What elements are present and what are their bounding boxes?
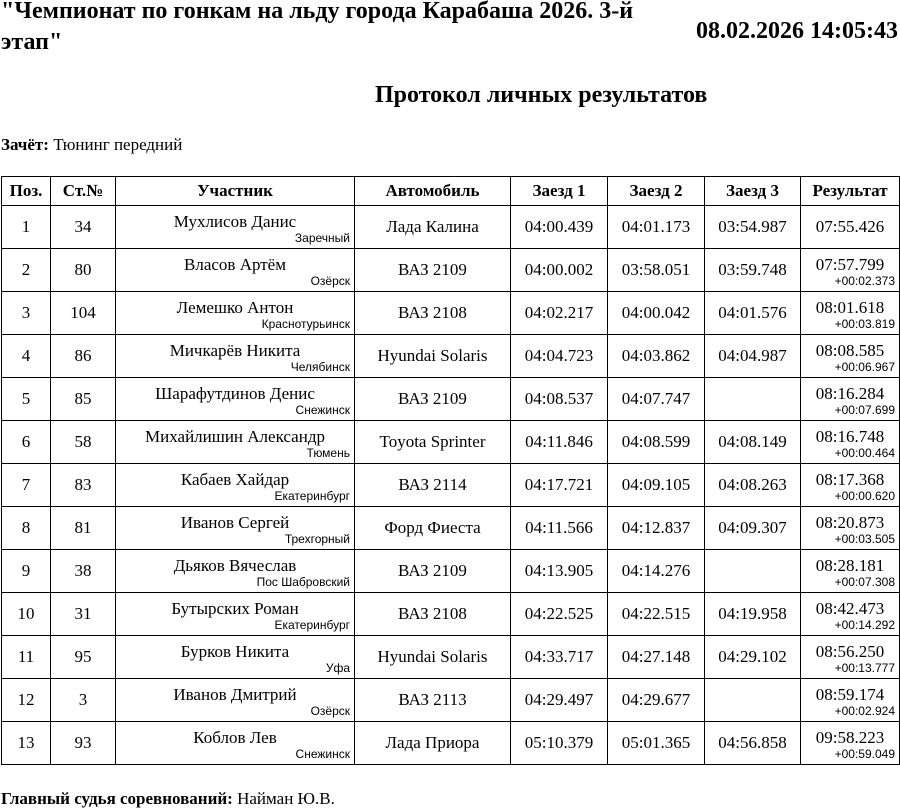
start-number-cell: 3 bbox=[51, 679, 116, 722]
heat-2-cell: 04:01.173 bbox=[608, 206, 705, 249]
column-header-heat-1: Заезд 1 bbox=[511, 177, 608, 206]
position-cell: 10 bbox=[2, 593, 51, 636]
column-header-heat-2: Заезд 2 bbox=[608, 177, 705, 206]
position-cell: 5 bbox=[2, 378, 51, 421]
car-cell: Toyota Sprinter bbox=[355, 421, 511, 464]
start-number-cell: 86 bbox=[51, 335, 116, 378]
start-number-cell: 83 bbox=[51, 464, 116, 507]
car-cell: Форд Фиеста bbox=[355, 507, 511, 550]
column-header-position: Поз. bbox=[2, 177, 51, 206]
table-row bbox=[2, 636, 900, 679]
heat-1-cell: 04:11.566 bbox=[511, 507, 608, 550]
result-cell bbox=[801, 378, 900, 421]
heat-2-cell: 04:00.042 bbox=[608, 292, 705, 335]
participant-city: Пос Шабровский bbox=[256, 574, 350, 589]
car-cell: Лада Калина bbox=[355, 206, 511, 249]
table-row bbox=[2, 593, 900, 636]
table-row bbox=[2, 206, 900, 249]
category-label: Зачёт: bbox=[1, 135, 49, 154]
participant-name: Михайлишин Александр bbox=[145, 426, 325, 446]
heat-1-cell: 04:17.721 bbox=[511, 464, 608, 507]
table-row bbox=[2, 421, 900, 464]
participant-city: Челябинск bbox=[290, 359, 350, 374]
start-number-cell: 81 bbox=[51, 507, 116, 550]
position-cell: 13 bbox=[2, 722, 51, 765]
participant-cell bbox=[116, 378, 355, 421]
participant-cell bbox=[116, 292, 355, 335]
result-time: 07:55.426 bbox=[815, 217, 885, 236]
participant-name: Лемешко Антон bbox=[176, 297, 294, 317]
column-header-start-number: Ст.№ bbox=[51, 177, 116, 206]
participant-cell bbox=[116, 722, 355, 765]
start-number-cell: 34 bbox=[51, 206, 116, 249]
result-time: 09:58.223 bbox=[815, 727, 885, 747]
participant-name: Шарафутдинов Денис bbox=[155, 383, 315, 403]
result-cell bbox=[801, 206, 900, 249]
result-time: 08:08.585 bbox=[815, 340, 885, 360]
heat-3-cell: 04:01.576 bbox=[705, 292, 801, 335]
document-title: Протокол личных результатов bbox=[375, 82, 708, 108]
start-number-cell: 80 bbox=[51, 249, 116, 292]
participant-name: Иванов Сергей bbox=[180, 512, 290, 532]
result-cell bbox=[801, 464, 900, 507]
result-cell bbox=[801, 335, 900, 378]
result-gap: +00:07.308 bbox=[834, 574, 895, 589]
heat-2-cell: 04:08.599 bbox=[608, 421, 705, 464]
table-row bbox=[2, 335, 900, 378]
position-cell: 11 bbox=[2, 636, 51, 679]
print-datetime: 08.02.2026 14:05:43 bbox=[696, 18, 898, 44]
category-line bbox=[1, 135, 182, 155]
participant-city: Уфа bbox=[325, 660, 350, 675]
car-cell: Hyundai Solaris bbox=[355, 636, 511, 679]
result-cell bbox=[801, 722, 900, 765]
result-time: 08:56.250 bbox=[815, 641, 885, 661]
participant-name: Власов Артём bbox=[184, 254, 286, 274]
participant-cell bbox=[116, 206, 355, 249]
heat-1-cell: 04:00.002 bbox=[511, 249, 608, 292]
participant-cell bbox=[116, 679, 355, 722]
participant-cell bbox=[116, 249, 355, 292]
result-time: 08:17.368 bbox=[815, 469, 885, 489]
heat-1-cell: 05:10.379 bbox=[511, 722, 608, 765]
heat-1-cell: 04:13.905 bbox=[511, 550, 608, 593]
header-row bbox=[2, 177, 900, 206]
heat-2-cell: 03:58.051 bbox=[608, 249, 705, 292]
heat-2-cell: 04:07.747 bbox=[608, 378, 705, 421]
position-cell: 4 bbox=[2, 335, 51, 378]
heat-1-cell: 04:33.717 bbox=[511, 636, 608, 679]
car-cell: ВАЗ 2109 bbox=[355, 249, 511, 292]
result-cell bbox=[801, 507, 900, 550]
participant-name: Мухлисов Данис bbox=[173, 211, 297, 231]
car-cell: Hyundai Solaris bbox=[355, 335, 511, 378]
result-gap: +00:03.505 bbox=[834, 531, 895, 546]
column-header-car: Автомобиль bbox=[355, 177, 511, 206]
participant-city: Озёрск bbox=[310, 703, 350, 718]
result-cell bbox=[801, 679, 900, 722]
result-gap: +00:13.777 bbox=[834, 660, 895, 675]
start-number-cell: 93 bbox=[51, 722, 116, 765]
car-cell: ВАЗ 2109 bbox=[355, 550, 511, 593]
participant-city: Снежинск bbox=[295, 402, 350, 417]
result-gap: +00:00.620 bbox=[834, 488, 895, 503]
heat-2-cell: 04:22.515 bbox=[608, 593, 705, 636]
result-gap: +00:03.819 bbox=[834, 316, 895, 331]
participant-cell bbox=[116, 335, 355, 378]
table-row bbox=[2, 292, 900, 335]
result-time: 08:20.873 bbox=[815, 512, 885, 532]
participant-cell bbox=[116, 507, 355, 550]
table-row bbox=[2, 679, 900, 722]
participant-name: Бутырских Роман bbox=[171, 598, 299, 618]
result-time: 08:28.181 bbox=[815, 555, 885, 575]
result-cell bbox=[801, 249, 900, 292]
heat-3-cell: 04:08.263 bbox=[705, 464, 801, 507]
position-cell: 8 bbox=[2, 507, 51, 550]
table-row bbox=[2, 722, 900, 765]
table-row bbox=[2, 249, 900, 292]
participant-cell bbox=[116, 464, 355, 507]
heat-2-cell: 04:14.276 bbox=[608, 550, 705, 593]
heat-3-cell bbox=[705, 550, 801, 593]
position-cell: 9 bbox=[2, 550, 51, 593]
participant-city: Екатеринбург bbox=[274, 617, 350, 632]
table-row bbox=[2, 378, 900, 421]
participant-city: Заречный bbox=[294, 230, 350, 245]
chief-judge-label: Главный судья соревнований: bbox=[1, 789, 233, 808]
heat-1-cell: 04:22.525 bbox=[511, 593, 608, 636]
heat-3-cell: 04:08.149 bbox=[705, 421, 801, 464]
car-cell: Лада Приора bbox=[355, 722, 511, 765]
position-cell: 7 bbox=[2, 464, 51, 507]
heat-2-cell: 04:29.677 bbox=[608, 679, 705, 722]
heat-3-cell: 04:09.307 bbox=[705, 507, 801, 550]
event-title: "Чемпионат по гонкам на льду города Карабаша 2026. 3-й этап" bbox=[1, 0, 634, 55]
result-cell bbox=[801, 292, 900, 335]
result-cell bbox=[801, 421, 900, 464]
result-time: 08:42.473 bbox=[815, 598, 885, 618]
result-time: 08:16.748 bbox=[815, 426, 885, 446]
chief-judge-line bbox=[1, 789, 335, 809]
start-number-cell: 104 bbox=[51, 292, 116, 335]
position-cell: 1 bbox=[2, 206, 51, 249]
participant-cell bbox=[116, 421, 355, 464]
result-time: 08:59.174 bbox=[815, 684, 885, 704]
result-gap: +00:07.699 bbox=[834, 402, 895, 417]
heat-3-cell bbox=[705, 679, 801, 722]
start-number-cell: 95 bbox=[51, 636, 116, 679]
participant-name: Кабаев Хайдар bbox=[180, 469, 290, 489]
participant-cell bbox=[116, 593, 355, 636]
heat-3-cell: 04:29.102 bbox=[705, 636, 801, 679]
result-gap: +00:02.924 bbox=[834, 703, 895, 718]
result-gap: +00:00.464 bbox=[834, 445, 895, 460]
heat-1-cell: 04:00.439 bbox=[511, 206, 608, 249]
participant-name: Дьяков Вячеслав bbox=[173, 555, 297, 575]
heat-1-cell: 04:02.217 bbox=[511, 292, 608, 335]
heat-2-cell: 04:09.105 bbox=[608, 464, 705, 507]
column-header-heat-3: Заезд 3 bbox=[705, 177, 801, 206]
car-cell: ВАЗ 2114 bbox=[355, 464, 511, 507]
heat-3-cell: 04:56.858 bbox=[705, 722, 801, 765]
participant-cell bbox=[116, 550, 355, 593]
position-cell: 2 bbox=[2, 249, 51, 292]
table-row bbox=[2, 507, 900, 550]
results-table bbox=[1, 176, 900, 765]
result-cell bbox=[801, 550, 900, 593]
participant-name: Коблов Лев bbox=[193, 727, 277, 747]
car-cell: ВАЗ 2108 bbox=[355, 593, 511, 636]
result-time: 07:57.799 bbox=[815, 254, 885, 274]
start-number-cell: 38 bbox=[51, 550, 116, 593]
chief-judge-name: Найман Ю.В. bbox=[237, 789, 335, 808]
result-time: 08:01.618 bbox=[815, 297, 885, 317]
heat-2-cell: 04:03.862 bbox=[608, 335, 705, 378]
result-gap: +00:14.292 bbox=[834, 617, 895, 632]
heat-1-cell: 04:29.497 bbox=[511, 679, 608, 722]
table-row bbox=[2, 464, 900, 507]
participant-cell bbox=[116, 636, 355, 679]
heat-2-cell: 04:12.837 bbox=[608, 507, 705, 550]
heat-1-cell: 04:04.723 bbox=[511, 335, 608, 378]
car-cell: ВАЗ 2109 bbox=[355, 378, 511, 421]
start-number-cell: 85 bbox=[51, 378, 116, 421]
results-body bbox=[2, 206, 900, 765]
heat-3-cell: 04:04.987 bbox=[705, 335, 801, 378]
car-cell: ВАЗ 2113 bbox=[355, 679, 511, 722]
position-cell: 12 bbox=[2, 679, 51, 722]
heat-3-cell: 03:54.987 bbox=[705, 206, 801, 249]
participant-name: Бурков Никита bbox=[180, 641, 290, 661]
result-gap: +00:06.967 bbox=[834, 359, 895, 374]
participant-city: Трехгорный bbox=[284, 531, 350, 546]
result-time: 08:16.284 bbox=[815, 383, 885, 403]
heat-1-cell: 04:11.846 bbox=[511, 421, 608, 464]
participant-city: Краснотурьинск bbox=[261, 316, 350, 331]
participant-city: Озёрск bbox=[310, 273, 350, 288]
participant-name: Иванов Дмитрий bbox=[173, 684, 297, 704]
start-number-cell: 58 bbox=[51, 421, 116, 464]
heat-3-cell: 03:59.748 bbox=[705, 249, 801, 292]
position-cell: 6 bbox=[2, 421, 51, 464]
heat-3-cell: 04:19.958 bbox=[705, 593, 801, 636]
result-cell bbox=[801, 636, 900, 679]
participant-city: Снежинск bbox=[295, 746, 350, 761]
participant-city: Тюмень bbox=[306, 445, 350, 460]
column-header-result: Результат bbox=[801, 177, 900, 206]
participant-name: Мичкарёв Никита bbox=[169, 340, 301, 360]
heat-3-cell bbox=[705, 378, 801, 421]
table-row bbox=[2, 550, 900, 593]
participant-city: Екатеринбург bbox=[274, 488, 350, 503]
column-header-participant: Участник bbox=[116, 177, 355, 206]
heat-2-cell: 05:01.365 bbox=[608, 722, 705, 765]
result-gap: +00:02.373 bbox=[834, 273, 895, 288]
start-number-cell: 31 bbox=[51, 593, 116, 636]
heat-2-cell: 04:27.148 bbox=[608, 636, 705, 679]
car-cell: ВАЗ 2108 bbox=[355, 292, 511, 335]
result-cell bbox=[801, 593, 900, 636]
position-cell: 3 bbox=[2, 292, 51, 335]
category-value: Тюнинг передний bbox=[53, 135, 183, 154]
result-gap: +00:59.049 bbox=[834, 746, 895, 761]
heat-1-cell: 04:08.537 bbox=[511, 378, 608, 421]
